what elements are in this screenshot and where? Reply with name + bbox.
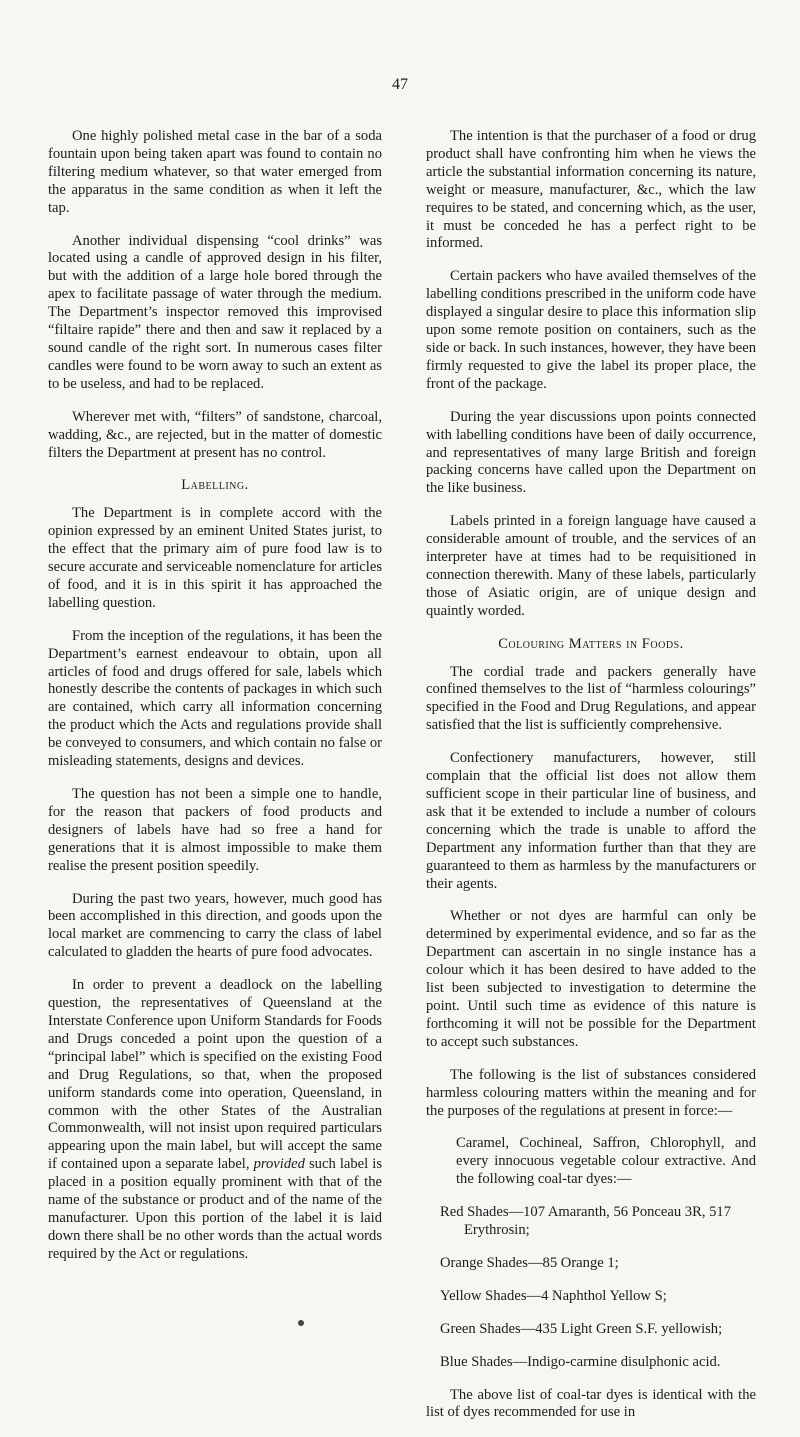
colour-list: [426, 1135, 756, 1371]
paragraph: Certain packers who have availed themselves of the labelling conditions prescribed in the uniform code have displayed a singular desire to place this information slip upon some remote position on containers, such as the side or back. In such instances, however, they have been firmly requested to give the label its proper place, the front of the package.: [426, 268, 756, 392]
paragraph: One highly polished metal case in the bar of a soda fountain upon being taken apart was found to contain no filtering medium whatever, so that water emerged from the apparatus in the same condition as when it left the tap.: [48, 128, 382, 216]
page-number: 47: [392, 76, 408, 93]
right-column: [426, 128, 756, 1437]
dye-item: Blue Shades—Indigo-carmine disulphonic acid.: [440, 1353, 721, 1370]
paragraph: Confectionery manufacturers, however, still complain that the official list does not allow them sufficient scope in their particular line of business, and ask that it be extended to include a number of colours concerning which the trade is unable to afford the Department any information further than that they are guaranteed to them as harmless by the manufacturers or their agents.: [426, 750, 756, 892]
ink-speck: [298, 1320, 304, 1326]
paragraph: During the past two years, however, much good has been accomplished in this direction, and goods upon the local market are commencing to carry the class of label calculated to gladden the hearts of pure food advocates.: [48, 890, 382, 961]
paragraph: The above list of coal-tar dyes is identical with the list of dyes recommended for use in: [426, 1386, 756, 1421]
paragraph: Wherever met with, “filters” of sandstone, charcoal, wadding, &c., are rejected, but in the matter of domestic filters the Department at present has no control.: [48, 408, 382, 461]
paragraph: Another individual dispensing “cool drinks” was located using a candle of approved design in his filter, but with the addition of a large hole bored through the apex to facilitate passage of water through the medium. The Department’s inspector removed this improvised “filtaire rapide” there and then and saw it replaced by a sound candle of the right sort. In numerous cases filter candles were found to be worn away to such an extent as to be useless, and had to be replaced.: [48, 232, 382, 392]
paragraph: During the year discussions upon points connected with labelling conditions have been of daily occurrence, and representatives of many large British and foreign packing concerns have called upon the Department on the like business.: [426, 408, 756, 497]
paragraph: Labels printed in a foreign language have caused a considerable amount of trouble, and the services of an interpreter have at times had to be requisitioned in connection therewith. Many of these labels, particularly those of Asiatic origin, are of unique design and quaintly worded.: [426, 513, 756, 619]
paragraph: The cordial trade and packers generally have confined themselves to the list of “harmless colourings” specified in the Food and Drug Regulations, and appear satisfied that the list is sufficiently comprehensive.: [426, 663, 756, 734]
paragraph: The following is the list of substances considered harmless colouring matters within the meaning and for the purposes of the regulations at present in force:—: [426, 1066, 756, 1119]
dye-item: Green Shades—435 Light Green S.F. yellowish;: [440, 1320, 723, 1337]
paragraph: The Department is in complete accord with the opinion expressed by an eminent United States jurist, to the effect that the primary aim of pure food law is to secure accurate and serviceable nomenclature for articles of food, and it is in this spirit it has approached the labelling question.: [48, 505, 382, 611]
paragraph: [48, 977, 382, 1264]
dye-item: Orange Shades—85 Orange 1;: [440, 1254, 619, 1271]
left-column: [48, 128, 382, 1279]
paragraph: The question has not been a simple one to handle, for the reason that packers of food products and designers of labels have had so free a hand for generations that it is almost impossible to make them realise the present position speedily.: [48, 786, 382, 874]
section-heading-labelling: Labelling.: [181, 477, 249, 494]
paragraph: The intention is that the purchaser of a food or drug product shall have confronting him when he views the article the substantial information concerning its nature, weight or measure, manufacturer, &c., which the law requires to be stated, and concerning which, as the user, it must be conceded he has a perfect right to be informed.: [426, 128, 756, 252]
italic-word: provided: [253, 1156, 305, 1173]
paragraph: Whether or not dyes are harmful can only be determined by experimental evidence, and so far as the Department can ascertain in no single instance has a colour which it has been desired to have added to the list been subjected to investigation to determine the point. Until such time as evidence of this nature is forthcoming it will not be possible for the Department to accept such substances.: [426, 908, 756, 1050]
paragraph-text: In order to prevent a deadlock on the labelling question, the representatives of Queensland at the Interstate Conference upon Uniform Standards for Foods and Drugs conceded a point upon the question of a “principal label” which is specified on the existing Food and Drug Regulations, so that, when the proposed uniform standards come into operation, Queensland, in common with the other States of the Australian Commonwealth, will not insist upon required particulars appearing upon the main label, but will accept the same if contained upon a separate label,: [48, 977, 382, 1173]
paragraph-text: such label is placed in a position equally prominent with that of the name of the substance or product and of the name of the manufacturer. Upon this portion of the label it is laid down there shall be no other words than the actual words required by the Act or regulations.: [48, 1156, 382, 1262]
paragraph: From the inception of the regulations, it has been the Department’s earnest endeavour to obtain, upon all articles of food and drugs offered for sale, labels which honestly describe the contents of packages in which such are contained, which carry all information concerning the product which the Acts and regulations provide shall be conveyed to consumers, and which contain no false or misleading statements, designs and devices.: [48, 627, 382, 770]
dye-item: Yellow Shades—4 Naphthol Yellow S;: [440, 1287, 667, 1304]
dye-item: Red Shades—107 Amaranth, 56 Ponceau 3R, 517 Erythrosin;: [440, 1204, 732, 1239]
list-intro: Caramel, Cochineal, Saffron, Chlorophyll, and every innocuous vegetable colour extractive. And the following coal-tar dyes:—: [456, 1135, 756, 1188]
section-heading-colouring: Colouring Matters in Foods.: [498, 635, 684, 652]
